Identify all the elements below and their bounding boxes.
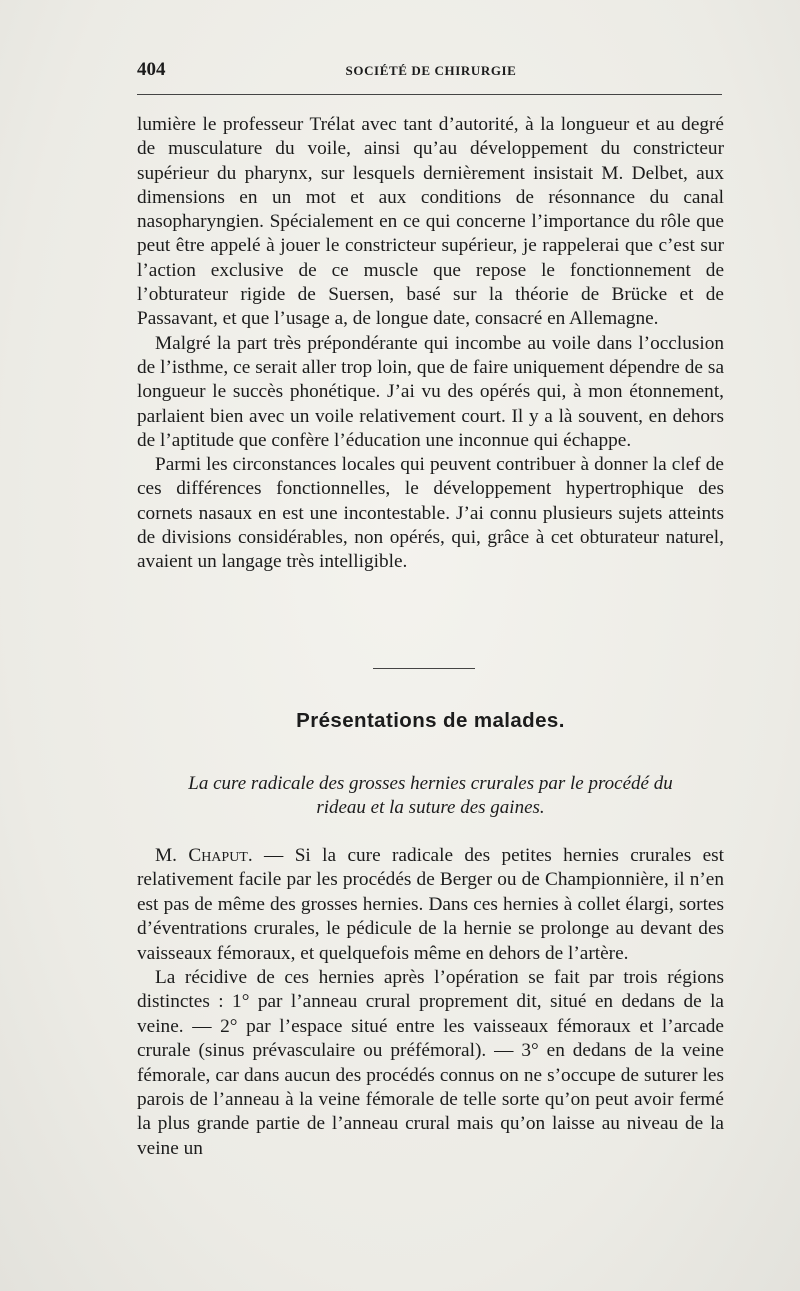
section-divider bbox=[373, 668, 475, 669]
speaker-name: M. Chaput. bbox=[155, 845, 253, 866]
article-paragraph-2: La récidive de ces hernies après l’opération se fait par trois régions distinctes : 1° par l’anneau crural proprement dit, situé en dedans de la veine. — 2° par l’espace situé entre les vaisseaux fémoraux et l’arcade crurale (sinus prévasculaire ou préfémoral). — 3° en dedans de la veine fémorale, car dans aucun des procédés connus on ne s’occupe de suturer les parois de l’anneau à la veine fémorale de telle sorte qu’on peut avoir fermé la plus grande partie de l’anneau crural mais qu’on laisse au niveau de la veine un bbox=[137, 967, 724, 1159]
page-header bbox=[137, 56, 725, 86]
article-title-line-1: La cure radicale des grosses hernies crurales par le procédé du bbox=[188, 773, 673, 794]
article-paragraph-1 bbox=[137, 844, 724, 966]
article-title-line-2: rideau et la suture des gaines. bbox=[316, 797, 545, 818]
running-head: SOCIÉTÉ DE CHIRURGIE bbox=[345, 63, 517, 78]
article-paragraph-1-text: — Si la cure radicale des petites hernies crurales est relativement facile par les procédés de Berger ou de Championnière, il n’en est pas de même des grosses hernies. Dans ces hernies à collet élargi, sortes d’éventrations crurales, le pédicule de la hernie se prolonge au devant des vaisseaux fémoraux, et quelquefois même en dehors de l’artère. bbox=[137, 845, 724, 964]
continued-text bbox=[137, 113, 724, 575]
paragraph-1: lumière le professeur Trélat avec tant d’autorité, à la longueur et au degré de musculature du voile, ainsi qu’au développement du constricteur supérieur du pharynx, sur lesquels dernièrement insistait M. Delbet, aux dimensions en un mot et aux conditions de résonnance du canal nasopharyngien. Spécialement en ce qui concerne l’importance du rôle que peut être appelé à jouer le constricteur supérieur, je rappelerai que c’est sur l’action exclusive de ce muscle que repose le fonctionnement de l’obturateur rigide de Suersen, basé sur la théorie de Brücke et de Passavant, et que l’usage a, de longue date, consacré en Allemagne. bbox=[137, 114, 724, 330]
section-title: Présentations de malades. bbox=[296, 709, 565, 732]
article-title bbox=[137, 772, 724, 820]
paragraph-2: Malgré la part très prépondérante qui incombe au voile dans l’occlusion de l’isthme, ce serait aller trop loin, que de faire uniquement dépendre de sa longueur le succès phonétique. J’ai vu des opérés qui, à mon étonnement, parlaient bien avec un voile relativement court. Il y a là souvent, en dehors de l’aptitude que confère l’éducation une inconnue qui échappe. bbox=[137, 332, 724, 451]
article-body bbox=[137, 844, 724, 1161]
header-rule bbox=[137, 94, 722, 95]
paragraph-3: Parmi les circonstances locales qui peuvent contribuer à donner la clef de ces différences fonctionnelles, le développement hypertrophique des cornets nasaux en est une incontestable. J’ai connu plusieurs sujets atteints de divisions considérables, non opérés, qui, grâce à cet obturateur naturel, avaient un langage très intelligible. bbox=[137, 454, 724, 573]
page-number: 404 bbox=[137, 59, 166, 80]
